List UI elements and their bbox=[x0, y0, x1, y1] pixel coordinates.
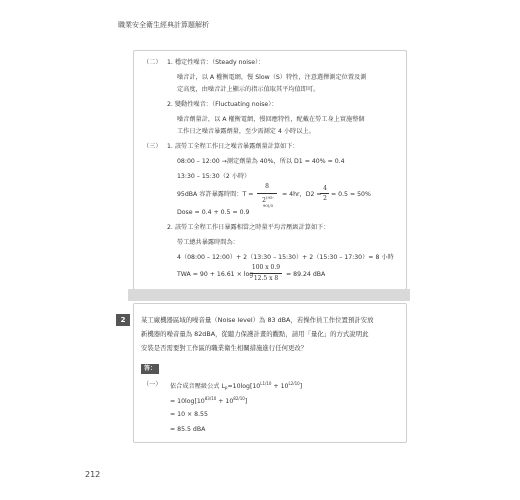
fraction2-numerator: 4 bbox=[323, 185, 327, 192]
permissible-time-prefix: 95dBA 容許暴露時間：T = bbox=[177, 191, 254, 198]
fraction2-denominator: 2 bbox=[323, 195, 327, 202]
question-number-badge: 2 bbox=[116, 314, 130, 326]
twa-numerator: 100 x 0.9 bbox=[251, 264, 281, 271]
answer-badge: 答： bbox=[141, 364, 159, 374]
part3-label: （三） bbox=[143, 143, 162, 150]
answer-formula-line3: = 10 × 8.55 bbox=[170, 411, 208, 418]
part3-line-b: 13:30 – 15:30（2 小時） bbox=[177, 173, 251, 180]
fraction-denominator: $2^{(95-90)/5}$ bbox=[262, 195, 274, 208]
part2-item1-title: 1. 穩定性噪音：（Steady noise）： bbox=[167, 59, 265, 66]
part2-item2-line2: 工作日之噪音暴露劑量，至少需測定 4 小時以上。 bbox=[177, 128, 315, 135]
part2-item2-title: 2. 變動性噪音：（Fluctuating noise）： bbox=[167, 101, 278, 108]
answer-result: = 85.5 dBA bbox=[170, 426, 206, 433]
running-header: 職業安全衛生經典計算題解析 bbox=[118, 21, 209, 29]
answer-formula-line2: = $10\log[10^{83/10} + 10^{82/10}]$ bbox=[170, 396, 248, 405]
page-number: 212 bbox=[85, 470, 101, 479]
exposure-time-label: 勞工總共暴露時間為： bbox=[177, 239, 239, 246]
fraction-numerator: 8 bbox=[265, 183, 269, 190]
answer-formula-prefix: 依合成音壓級公式 L bbox=[170, 383, 225, 390]
question-divider bbox=[128, 289, 410, 301]
answer-formula-line2-prefix: = 10log[10 bbox=[170, 398, 205, 405]
question-box bbox=[133, 303, 407, 443]
part3-item1-title: 1. 該勞工全程工作日之噪音暴露劑量計算如下： bbox=[167, 143, 299, 150]
question-line3: 安裝是否需要對工作區的職業衛生相關措施進行任何更改？ bbox=[141, 344, 308, 352]
answer-formula-line1: 依合成音壓級公式 $L_p=10\log[10^{L1/10} + 10^{L2/10}]$ bbox=[170, 381, 303, 390]
twa-fraction-bar bbox=[250, 273, 282, 274]
permissible-time-mid: = 4hr，D2 = bbox=[282, 191, 322, 198]
answer-label: （一） bbox=[143, 381, 162, 388]
twa-denominator: 12.5 x 8 bbox=[253, 275, 279, 282]
part3-item2-title: 2. 該勞工全程工作日暴露相當之時量平均音壓級計算如下： bbox=[167, 224, 330, 231]
twa-prefix: TWA = 90 + 16.61 × log bbox=[177, 271, 254, 278]
part2-item1-line2: 定高度，由噪音計上顯示的指示值取其平均值即可。 bbox=[177, 86, 320, 93]
question-line2: 新機器的噪音量為 82dBA，從聽力保護計畫的觀點，請用「量化」的方式說明此 bbox=[141, 330, 369, 338]
part3-line-a: 08:00 – 12:00 →測定劑量為 40%，所以 D1 = 40% = 0.4 bbox=[177, 158, 345, 165]
dose-line: Dose = 0.4 + 0.5 = 0.9 bbox=[177, 209, 250, 216]
exposure-time-sum: 4（08:00 – 12:00）+ 2（13:30 – 15:30）+ 2（15:30 – 17:30）= 8 小時 bbox=[177, 254, 394, 261]
question-line1: 某工廠機器區域的噪音量（Noise level）為 83 dBA，若操作員工作位置預計安放 bbox=[141, 316, 374, 324]
part2-item1-line1: 噪音計，以 A 權衡電網，慢 Slow（S）特性，注意選擇測定位置及測 bbox=[177, 74, 367, 81]
part2-item2-line1: 噪音劑量計，以 A 權衡電網，慢回應特性，配戴在勞工身上實施整個 bbox=[177, 116, 365, 123]
fraction-bar bbox=[257, 193, 277, 194]
fraction2-bar bbox=[320, 193, 329, 194]
twa-result: = 89.24 dBA bbox=[286, 271, 326, 278]
part2-label: （二） bbox=[143, 59, 162, 66]
permissible-time-end: = 0.5 = 50% bbox=[331, 191, 371, 198]
